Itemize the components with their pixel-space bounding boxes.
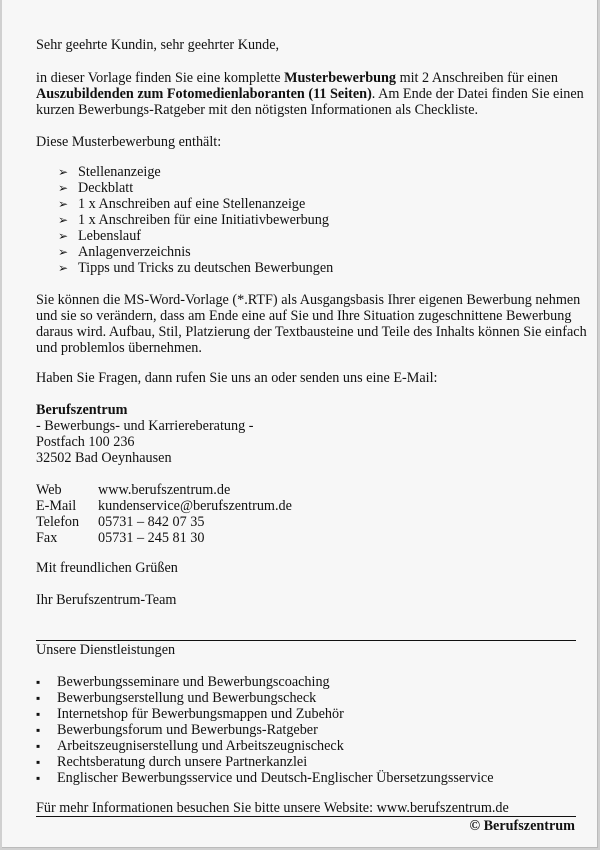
divider: [36, 816, 576, 817]
square-bullet-icon: ▪: [36, 707, 41, 721]
list-item: Bewerbungsforum und Bewerbungs-Ratgeber: [57, 722, 318, 738]
company-subtitle: - Bewerbungs- und Karriereberatung -: [36, 418, 254, 434]
closing: Mit freundlichen Grüßen: [36, 560, 178, 576]
square-bullet-icon: ▪: [36, 755, 41, 769]
list-item: Internetshop für Bewerbungsmappen und Zubehör: [57, 706, 344, 722]
intro-text: in dieser Vorlage finden Sie eine komplette: [36, 70, 285, 86]
intro-line-1: [36, 70, 558, 86]
list-item: 1 x Anschreiben auf eine Stellenanzeige: [78, 196, 306, 212]
contact-value: 05731 – 245 81 30: [98, 530, 205, 546]
square-bullet-icon: ▪: [36, 739, 41, 753]
address-city: 32502 Bad Oeynhausen: [36, 450, 172, 466]
list-item: 1 x Anschreiben für eine Initiativbewerbung: [78, 212, 329, 228]
intro-bold: Auszubildenden zum Fotomedienlaboranten (11 Seiten): [36, 86, 372, 102]
footer-info: Für mehr Informationen besuchen Sie bitte unsere Website: www.berufszentrum.de: [36, 800, 509, 816]
questions-text: Haben Sie Fragen, dann rufen Sie uns an oder senden uns eine E-Mail:: [36, 370, 438, 386]
copyright: © Berufszentrum: [469, 818, 575, 834]
company-name: Berufszentrum: [36, 402, 128, 418]
list-item: Bewerbungserstellung und Bewerbungscheck: [57, 690, 317, 706]
list-item: Bewerbungsseminare und Bewerbungscoaching: [57, 674, 330, 690]
usage-line: Sie können die MS-Word-Vorlage (*.RTF) als Ausgangsbasis Ihrer eigenen Bewerbung nehmen: [36, 292, 581, 308]
contact-label: E-Mail: [36, 498, 77, 514]
address-street: Postfach 100 236: [36, 434, 135, 450]
arrow-bullet-icon: ➢: [58, 261, 69, 275]
arrow-bullet-icon: ➢: [58, 213, 69, 227]
usage-line: und sie so verändern, dass am Ende eine auf Sie und Ihre Situation zugeschnittene Bewerbung: [36, 308, 572, 324]
square-bullet-icon: ▪: [36, 675, 41, 689]
list-item: Tipps und Tricks zu deutschen Bewerbungen: [78, 260, 334, 276]
list-item: Anlagenverzeichnis: [78, 244, 191, 260]
list-item: Lebenslauf: [78, 228, 142, 244]
arrow-bullet-icon: ➢: [58, 197, 69, 211]
intro-line-3: kurzen Bewerbungs-Ratgeber mit den nötigsten Informationen als Checkliste.: [36, 102, 479, 118]
document-page: [2, 0, 598, 848]
square-bullet-icon: ▪: [36, 723, 41, 737]
square-bullet-icon: ▪: [36, 771, 41, 785]
intro-text: mit 2 Anschreiben für einen: [396, 70, 558, 86]
list-item: Arbeitszeugniserstellung und Arbeitszeugnischeck: [57, 738, 344, 754]
contact-value: kundenservice@berufszentrum.de: [98, 498, 292, 514]
list-item: Englischer Bewerbungsservice und Deutsch-Englischer Übersetzungsservice: [57, 770, 494, 786]
greeting: Sehr geehrte Kundin, sehr geehrter Kunde,: [36, 37, 280, 53]
contact-label: Fax: [36, 530, 58, 546]
contents-heading: Diese Musterbewerbung enthält:: [36, 134, 222, 150]
arrow-bullet-icon: ➢: [58, 165, 69, 179]
services-heading: Unsere Dienstleistungen: [36, 642, 176, 658]
usage-line: und problemlos übernehmen.: [36, 340, 202, 356]
signature: Ihr Berufszentrum-Team: [36, 592, 177, 608]
list-item: Rechtsberatung durch unsere Partnerkanzlei: [57, 754, 308, 770]
contact-label: Telefon: [36, 514, 80, 530]
square-bullet-icon: ▪: [36, 691, 41, 705]
arrow-bullet-icon: ➢: [58, 245, 69, 259]
divider: [36, 640, 576, 641]
list-item: Stellenanzeige: [78, 164, 161, 180]
intro-bold: Musterbewerbung: [284, 70, 397, 86]
arrow-bullet-icon: ➢: [58, 229, 69, 243]
arrow-bullet-icon: ➢: [58, 181, 69, 195]
intro-line-2: [36, 86, 584, 102]
intro-text: . Am Ende der Datei finden Sie einen: [371, 86, 584, 102]
contact-value: 05731 – 842 07 35: [98, 514, 205, 530]
list-item: Deckblatt: [78, 180, 134, 196]
contact-label: Web: [36, 482, 62, 498]
usage-line: daraus wird. Aufbau, Stil, Platzierung der Textbausteine und Teile des Inhalts können Sie einfach: [36, 324, 587, 340]
contact-value: www.berufszentrum.de: [98, 482, 231, 498]
